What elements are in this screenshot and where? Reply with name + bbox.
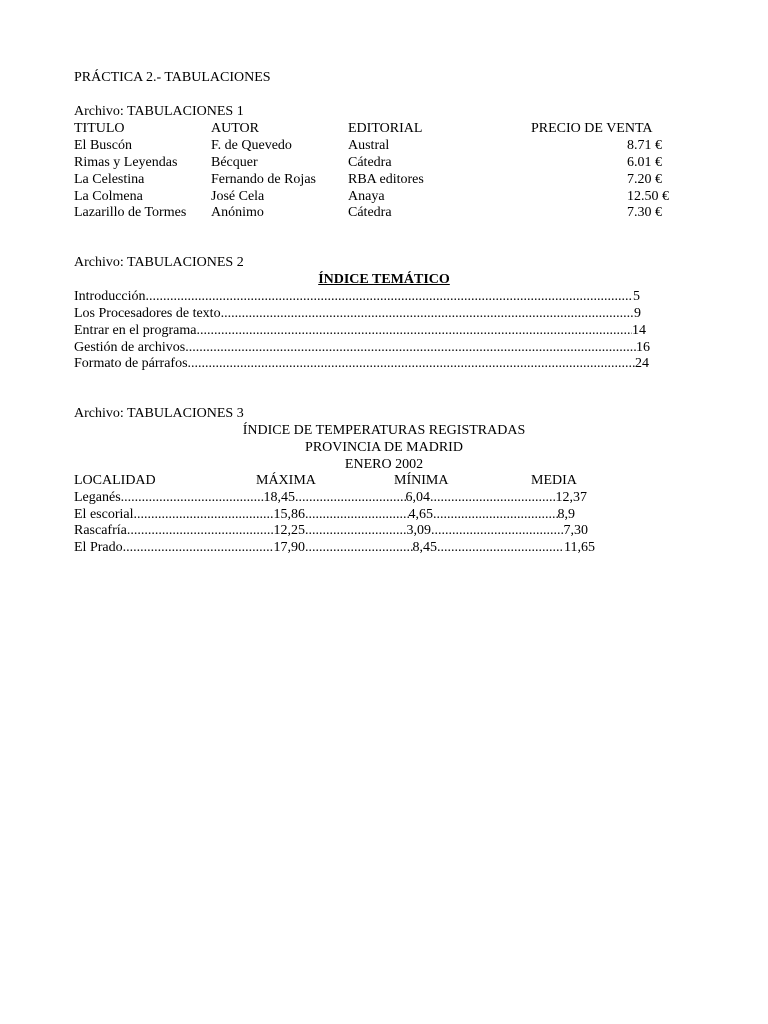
- locality: Rascafría: [74, 523, 127, 538]
- avg-temp: 8,9: [557, 507, 575, 522]
- index-topic: Gestión de archivos: [74, 340, 186, 355]
- section1-file-label: Archivo: TABULACIONES 1: [74, 104, 244, 119]
- leader-dots: [133, 506, 273, 523]
- index-topic: Entrar en el programa: [74, 323, 197, 338]
- header-autor: AUTOR: [211, 121, 259, 136]
- index-page: 16: [636, 340, 650, 355]
- max-temp: 12,25: [273, 523, 305, 538]
- max-temp: 17,90: [273, 540, 305, 555]
- header-media: MEDIA: [531, 473, 577, 488]
- index-entry: [74, 305, 641, 322]
- book-author: Bécquer: [211, 155, 258, 170]
- leader-dots: [196, 322, 632, 339]
- index-page: 5: [633, 289, 640, 304]
- section3-file-label: Archivo: TABULACIONES 3: [74, 406, 244, 421]
- leader-dots: [305, 539, 413, 556]
- book-price: 12.50 €: [627, 189, 669, 204]
- leader-dots: [146, 288, 633, 305]
- temperature-title: ÍNDICE DE TEMPERATURAS REGISTRADAS: [242, 423, 526, 438]
- book-publisher: Austral: [348, 138, 390, 153]
- leader-dots: [123, 539, 274, 556]
- book-title: La Colmena: [74, 189, 143, 204]
- avg-temp: 7,30: [563, 523, 588, 538]
- index-entry: [74, 322, 646, 339]
- leader-dots: [185, 339, 636, 356]
- section2-file-label: Archivo: TABULACIONES 2: [74, 255, 244, 270]
- index-topic: Formato de párrafos: [74, 356, 188, 371]
- document-heading: PRÁCTICA 2.- TABULACIONES: [74, 70, 271, 85]
- max-temp: 18,45: [263, 490, 295, 505]
- book-price: 7.20 €: [627, 172, 662, 187]
- book-title: Lazarillo de Tormes: [74, 205, 187, 220]
- index-page: 24: [635, 356, 649, 371]
- header-titulo: TITULO: [74, 121, 125, 136]
- book-publisher: Cátedra: [348, 205, 392, 220]
- book-publisher: Anaya: [348, 189, 385, 204]
- max-temp: 15,86: [273, 507, 305, 522]
- min-temp: 6,04: [405, 490, 430, 505]
- book-title: El Buscón: [74, 138, 132, 153]
- temperature-date: ENERO 2002: [344, 457, 424, 472]
- min-temp: 3,09: [406, 523, 431, 538]
- header-minima: MÍNIMA: [394, 473, 449, 488]
- max-cell: [74, 506, 305, 523]
- locality: El escorial: [74, 507, 134, 522]
- leader-dots: [305, 522, 407, 539]
- header-localidad: LOCALIDAD: [74, 473, 156, 488]
- book-title: La Celestina: [74, 172, 145, 187]
- book-author: Anónimo: [211, 205, 264, 220]
- leader-dots: [127, 522, 274, 539]
- leader-dots: [121, 489, 264, 506]
- header-editorial: EDITORIAL: [348, 121, 423, 136]
- max-cell: [74, 489, 295, 506]
- max-cell: [74, 539, 305, 556]
- min-cell: [305, 539, 437, 556]
- avg-cell: [433, 506, 575, 523]
- leader-dots: [437, 539, 564, 556]
- book-publisher: Cátedra: [348, 155, 392, 170]
- index-entry: [74, 288, 640, 305]
- locality: El Prado: [74, 540, 123, 555]
- leader-dots: [433, 506, 558, 523]
- book-price: 6.01 €: [627, 155, 662, 170]
- index-topic: Los Procesadores de texto: [74, 306, 221, 321]
- leader-dots: [188, 355, 635, 372]
- index-title: ÍNDICE TEMÁTICO: [318, 272, 450, 287]
- index-topic: Introducción: [74, 289, 146, 304]
- book-author: F. de Quevedo: [211, 138, 292, 153]
- avg-cell: [430, 489, 587, 506]
- header-maxima: MÁXIMA: [256, 473, 316, 488]
- locality: Leganés: [74, 490, 121, 505]
- book-title: Rimas y Leyendas: [74, 155, 178, 170]
- min-cell: [305, 522, 431, 539]
- index-entry: [74, 339, 650, 356]
- header-precio: PRECIO DE VENTA: [531, 121, 653, 136]
- leader-dots: [305, 506, 409, 523]
- min-temp: 8,45: [412, 540, 437, 555]
- leader-dots: [431, 522, 564, 539]
- min-temp: 4,65: [408, 507, 433, 522]
- min-cell: [305, 506, 433, 523]
- book-author: Fernando de Rojas: [211, 172, 316, 187]
- leader-dots: [430, 489, 556, 506]
- avg-temp: 11,65: [564, 540, 595, 555]
- index-entry: [74, 355, 649, 372]
- avg-cell: [437, 539, 595, 556]
- leader-dots: [295, 489, 406, 506]
- book-price: 7.30 €: [627, 205, 662, 220]
- avg-cell: [431, 522, 588, 539]
- index-page: 9: [634, 306, 641, 321]
- book-author: José Cela: [211, 189, 265, 204]
- min-cell: [295, 489, 430, 506]
- max-cell: [74, 522, 305, 539]
- index-page: 14: [632, 323, 646, 338]
- book-price: 8.71 €: [627, 138, 662, 153]
- avg-temp: 12,37: [555, 490, 587, 505]
- temperature-subtitle: PROVINCIA DE MADRID: [305, 440, 463, 455]
- book-publisher: RBA editores: [348, 172, 424, 187]
- leader-dots: [221, 305, 634, 322]
